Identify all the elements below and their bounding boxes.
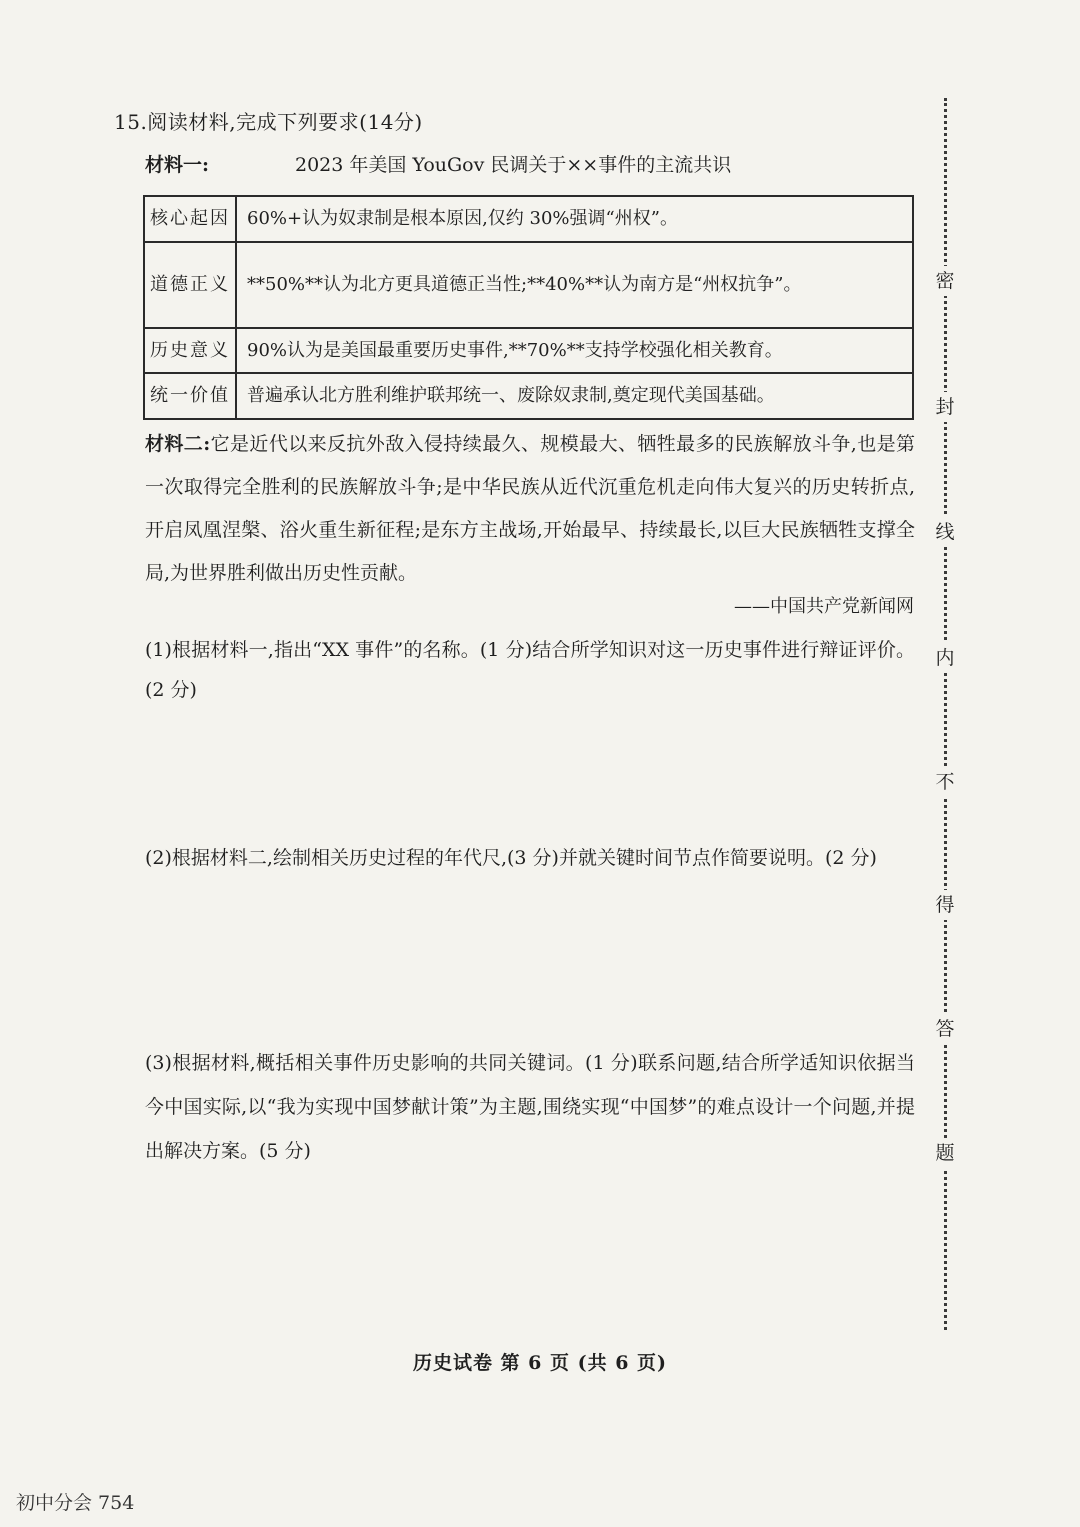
question-title: 15.阅读材料,完成下列要求(14分): [114, 110, 423, 134]
row-header: 道德正义: [144, 242, 236, 328]
seal-char: 封: [930, 392, 960, 422]
material2-label: 材料二:: [145, 433, 211, 455]
page-footer: 历史试卷 第 6 页 (共 6 页): [412, 1352, 668, 1374]
row-header: 历史意义: [144, 328, 236, 374]
table-row: [144, 328, 913, 374]
seal-char: 内: [930, 643, 960, 673]
survey-table: [143, 195, 914, 420]
material1-header: [145, 150, 915, 180]
material2-source: ——中国共产党新闻网: [734, 596, 914, 617]
seal-char: 答: [930, 1014, 960, 1044]
table-row: [144, 196, 913, 242]
material1-caption: 2023 年美国 YouGov 民调关于××事件的主流共识: [295, 154, 732, 176]
subquestion-1: (1)根据材料一,指出“XX 事件”的名称。(1 分)结合所学知识对这一历史事件进行辩证评价。(2 分): [145, 639, 915, 701]
table-row: [144, 373, 913, 419]
subquestion-3: (3)根据材料,概括相关事件历史影响的共同关键词。(1 分)联系问题,结合所学适知识依据当今中国实际,以“我为实现中国梦献计策”为主题,围绕实现“中国梦”的难点设计一个问题,并提出解决方案。(5 分): [145, 1052, 915, 1162]
row-content: 90%认为是美国最重要历史事件,**70%**支持学校强化相关教育。: [236, 328, 913, 374]
seal-char: 不: [930, 767, 960, 797]
material1-label: 材料一:: [145, 154, 210, 176]
watermark-label: 初中分会 754: [16, 1492, 135, 1514]
material2-paragraph: [145, 423, 915, 595]
seal-char: 密: [930, 266, 960, 296]
row-header: 核心起因: [144, 196, 236, 242]
table-row: [144, 242, 913, 328]
row-content: 普遍承认北方胜利维护联邦统一、废除奴隶制,奠定现代美国基础。: [236, 373, 913, 419]
row-header: 统一价值: [144, 373, 236, 419]
seal-char: 得: [930, 890, 960, 920]
seal-char: 线: [930, 517, 960, 547]
subquestion-2: (2)根据材料二,绘制相关历史过程的年代尺,(3 分)并就关键时间节点作简要说明。(2 分): [145, 847, 877, 869]
seal-char: 题: [930, 1138, 960, 1168]
row-content: **50%**认为北方更具道德正当性;**40%**认为南方是“州权抗争”。: [236, 242, 913, 328]
row-content: 60%+认为奴隶制是根本原因,仅约 30%强调“州权”。: [236, 196, 913, 242]
material2-text: 它是近代以来反抗外敌入侵持续最久、规模最大、牺牲最多的民族解放斗争,也是第一次取得完全胜利的民族解放斗争;是中华民族从近代沉重危机走向伟大复兴的历史转折点,开启凤凰涅槃、浴火重生新征程;是东方主战场,开始最早、持续最长,以巨大民族牺牲支撑全局,为世界胜利做出历史性贡献。: [145, 433, 916, 584]
